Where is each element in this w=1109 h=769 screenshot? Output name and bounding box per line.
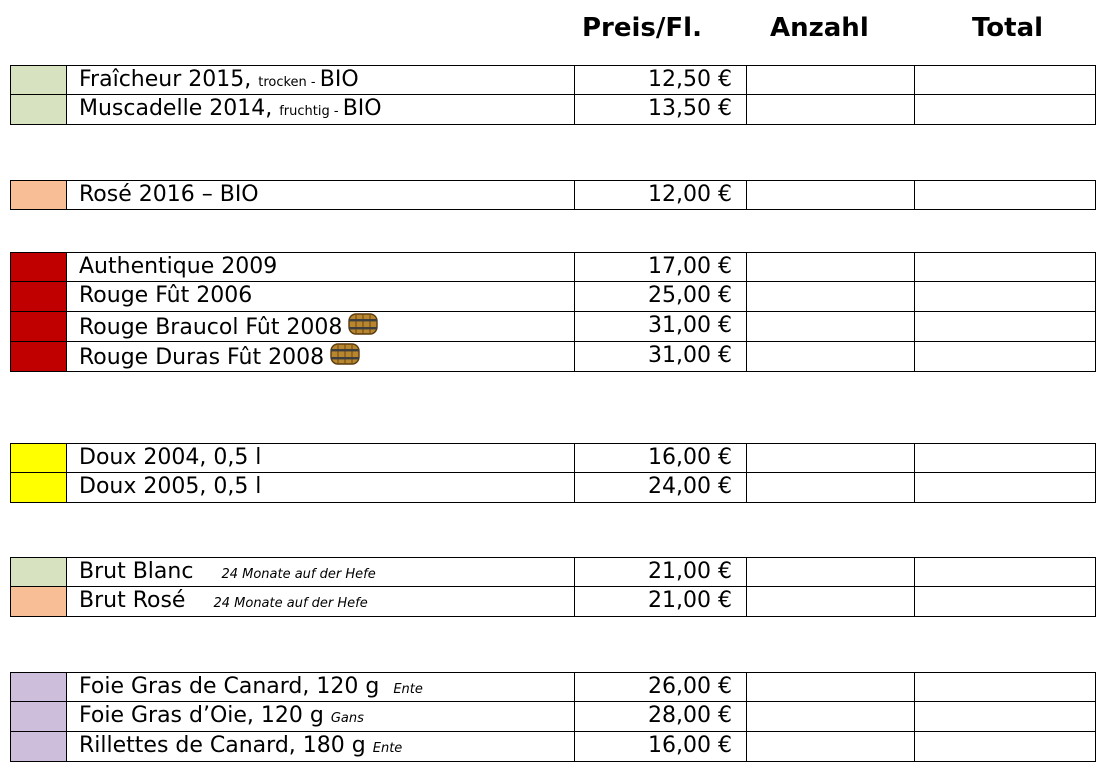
price-cell: 31,00 € <box>574 342 746 372</box>
quantity-cell[interactable] <box>746 672 914 702</box>
product-tag: BIO <box>342 96 382 121</box>
group-sweet-wine <box>10 443 1096 503</box>
group-red-wine <box>10 252 1096 372</box>
total-cell <box>914 473 1096 503</box>
product-name-cell <box>66 557 574 587</box>
table-row <box>10 282 1096 312</box>
product-name: Muscadelle 2014, <box>79 96 273 121</box>
total-cell <box>914 65 1096 95</box>
group-foie-gras <box>10 672 1096 762</box>
product-name: Doux 2005, 0,5 l <box>79 474 262 499</box>
quantity-cell[interactable] <box>746 180 914 210</box>
total-cell <box>914 95 1096 125</box>
price-cell: 13,50 € <box>574 95 746 125</box>
table-row <box>10 732 1096 762</box>
product-note: Ente <box>393 682 423 697</box>
price-cell: 26,00 € <box>574 672 746 702</box>
header-quantity: Anzahl <box>770 13 869 43</box>
quantity-cell[interactable] <box>746 95 914 125</box>
product-note: 24 Monate auf der Hefe <box>213 596 368 611</box>
color-swatch <box>10 342 66 372</box>
quantity-cell[interactable] <box>746 702 914 732</box>
price-cell: 16,00 € <box>574 443 746 473</box>
color-swatch <box>10 672 66 702</box>
table-row <box>10 557 1096 587</box>
table-row <box>10 342 1096 372</box>
table-row <box>10 443 1096 473</box>
product-name: Rillettes de Canard, 180 g <box>79 733 366 758</box>
product-name-cell <box>66 180 574 210</box>
product-name: Rosé 2016 – BIO <box>79 182 259 207</box>
total-cell <box>914 587 1096 617</box>
quantity-cell[interactable] <box>746 312 914 342</box>
product-name: Rouge Fût 2006 <box>79 283 253 308</box>
separator: - <box>306 75 320 90</box>
group-rose-wine <box>10 180 1096 210</box>
quantity-cell[interactable] <box>746 732 914 762</box>
barrel-icon <box>330 342 360 372</box>
table-row <box>10 180 1096 210</box>
color-swatch <box>10 252 66 282</box>
color-swatch <box>10 732 66 762</box>
product-name: Rouge Duras Fût 2008 <box>79 345 325 370</box>
product-name-cell <box>66 95 574 125</box>
color-swatch <box>10 587 66 617</box>
product-name: Fraîcheur 2015, <box>79 67 252 92</box>
product-note: Ente <box>372 741 403 756</box>
color-swatch <box>10 282 66 312</box>
product-name-cell <box>66 282 574 312</box>
color-swatch <box>10 180 66 210</box>
total-cell <box>914 702 1096 732</box>
color-swatch <box>10 312 66 342</box>
header-price: Preis/Fl. <box>582 13 702 43</box>
price-cell: 31,00 € <box>574 312 746 342</box>
product-name-cell <box>66 443 574 473</box>
total-cell <box>914 342 1096 372</box>
price-cell: 21,00 € <box>574 587 746 617</box>
color-swatch <box>10 702 66 732</box>
product-name-cell <box>66 732 574 762</box>
table-row <box>10 95 1096 125</box>
product-name-cell <box>66 65 574 95</box>
total-cell <box>914 252 1096 282</box>
product-name-cell <box>66 473 574 503</box>
color-swatch <box>10 65 66 95</box>
total-cell <box>914 557 1096 587</box>
quantity-cell[interactable] <box>746 65 914 95</box>
table-row <box>10 702 1096 732</box>
product-name-cell <box>66 252 574 282</box>
color-swatch <box>10 473 66 503</box>
price-cell: 12,50 € <box>574 65 746 95</box>
quantity-cell[interactable] <box>746 342 914 372</box>
price-cell: 24,00 € <box>574 473 746 503</box>
product-name-cell <box>66 342 574 372</box>
price-cell: 16,00 € <box>574 732 746 762</box>
product-tag: BIO <box>319 67 359 92</box>
quantity-cell[interactable] <box>746 587 914 617</box>
product-name: Brut Rosé <box>79 588 186 613</box>
price-cell: 17,00 € <box>574 252 746 282</box>
quantity-cell[interactable] <box>746 443 914 473</box>
total-cell <box>914 732 1096 762</box>
price-cell: 12,00 € <box>574 180 746 210</box>
product-name-cell <box>66 702 574 732</box>
product-name-cell <box>66 312 574 342</box>
product-name: Foie Gras de Canard, 120 g <box>79 674 380 699</box>
product-name: Foie Gras d’Oie, 120 g <box>79 703 324 728</box>
table-row <box>10 587 1096 617</box>
color-swatch <box>10 557 66 587</box>
total-cell <box>914 443 1096 473</box>
product-description: fruchtig <box>279 104 330 119</box>
product-note: Gans <box>330 711 364 726</box>
quantity-cell[interactable] <box>746 252 914 282</box>
table-row <box>10 672 1096 702</box>
product-name: Doux 2004, 0,5 l <box>79 445 262 470</box>
product-name: Rouge Braucol Fût 2008 <box>79 315 343 340</box>
table-row <box>10 312 1096 342</box>
table-row <box>10 65 1096 95</box>
group-sparkling <box>10 557 1096 617</box>
quantity-cell[interactable] <box>746 473 914 503</box>
quantity-cell[interactable] <box>746 282 914 312</box>
total-cell <box>914 180 1096 210</box>
product-description: trocken <box>258 75 307 90</box>
price-cell: 21,00 € <box>574 557 746 587</box>
product-name-cell <box>66 672 574 702</box>
product-note: 24 Monate auf der Hefe <box>221 567 376 582</box>
quantity-cell[interactable] <box>746 557 914 587</box>
product-name-cell <box>66 587 574 617</box>
product-name: Brut Blanc <box>79 559 194 584</box>
separator: - <box>329 104 343 119</box>
header-total: Total <box>972 13 1044 43</box>
group-white-wine <box>10 65 1096 125</box>
barrel-icon <box>348 312 378 342</box>
price-cell: 28,00 € <box>574 702 746 732</box>
price-cell: 25,00 € <box>574 282 746 312</box>
table-row <box>10 252 1096 282</box>
total-cell <box>914 672 1096 702</box>
color-swatch <box>10 443 66 473</box>
table-row <box>10 473 1096 503</box>
product-name: Authentique 2009 <box>79 254 278 279</box>
total-cell <box>914 282 1096 312</box>
total-cell <box>914 312 1096 342</box>
color-swatch <box>10 95 66 125</box>
